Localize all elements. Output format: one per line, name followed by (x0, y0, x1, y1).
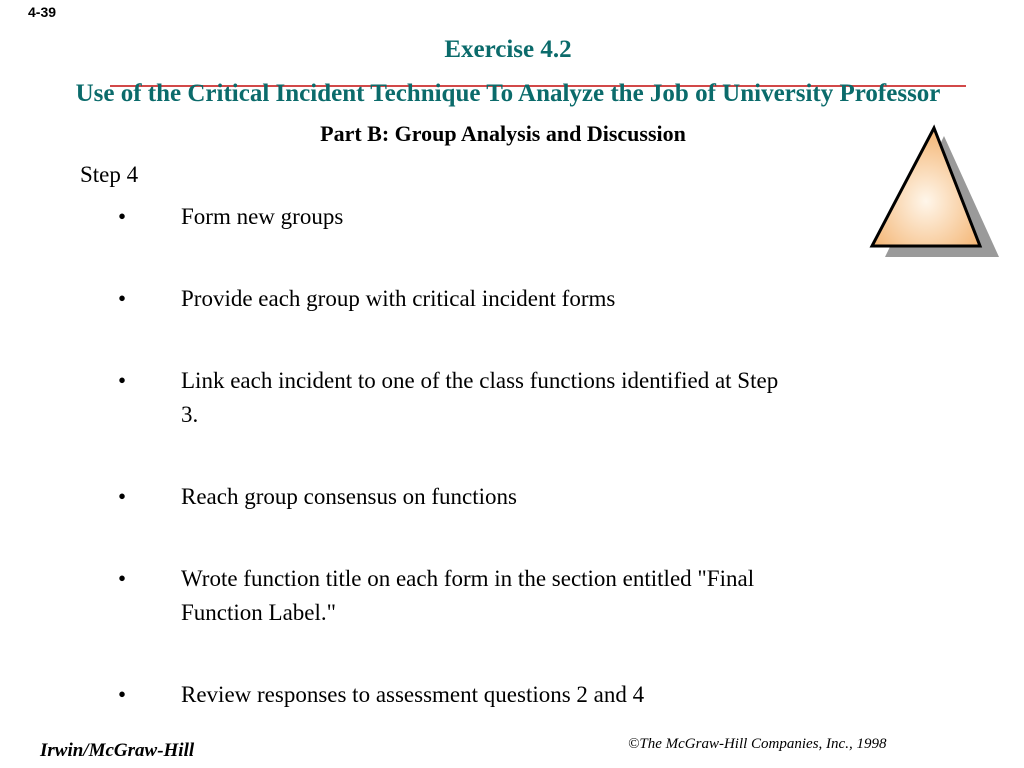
part-heading: Part B: Group Analysis and Discussion (320, 121, 686, 146)
bullet-dot: • (118, 566, 127, 591)
slide-subtitle: Use of the Critical Incident Technique To Analyze the Job of University Professor (75, 80, 941, 107)
triangle-graphic (866, 124, 1002, 260)
footer-publisher: Irwin/McGraw-Hill (40, 740, 195, 761)
list-item-text: Wrote function title on each form in the section entitled "Final (181, 566, 755, 591)
step-label: Step 4 (80, 162, 139, 187)
bullet-dot: • (118, 368, 127, 393)
list-item-text: Form new groups (181, 204, 344, 229)
list-item-text: Reach group consensus on functions (181, 484, 517, 509)
bullet-dot: • (118, 682, 127, 707)
footer-copyright: ©The McGraw-Hill Companies, Inc., 1998 (628, 736, 887, 752)
list-item-text-cont: 3. (181, 402, 199, 427)
bullet-dot: • (118, 484, 127, 509)
slide-title: Exercise 4.2 (444, 36, 572, 63)
list-item-text: Review responses to assessment questions 2 and 4 (181, 682, 645, 707)
list-item-text-cont: Function Label." (181, 600, 337, 625)
slide-number: 4-39 (28, 4, 57, 20)
bullet-dot: • (118, 204, 127, 229)
list-item-text: Link each incident to one of the class functions identified at Step (181, 368, 779, 393)
list-item-text: Provide each group with critical incident forms (181, 286, 616, 311)
bullet-dot: • (118, 286, 127, 311)
